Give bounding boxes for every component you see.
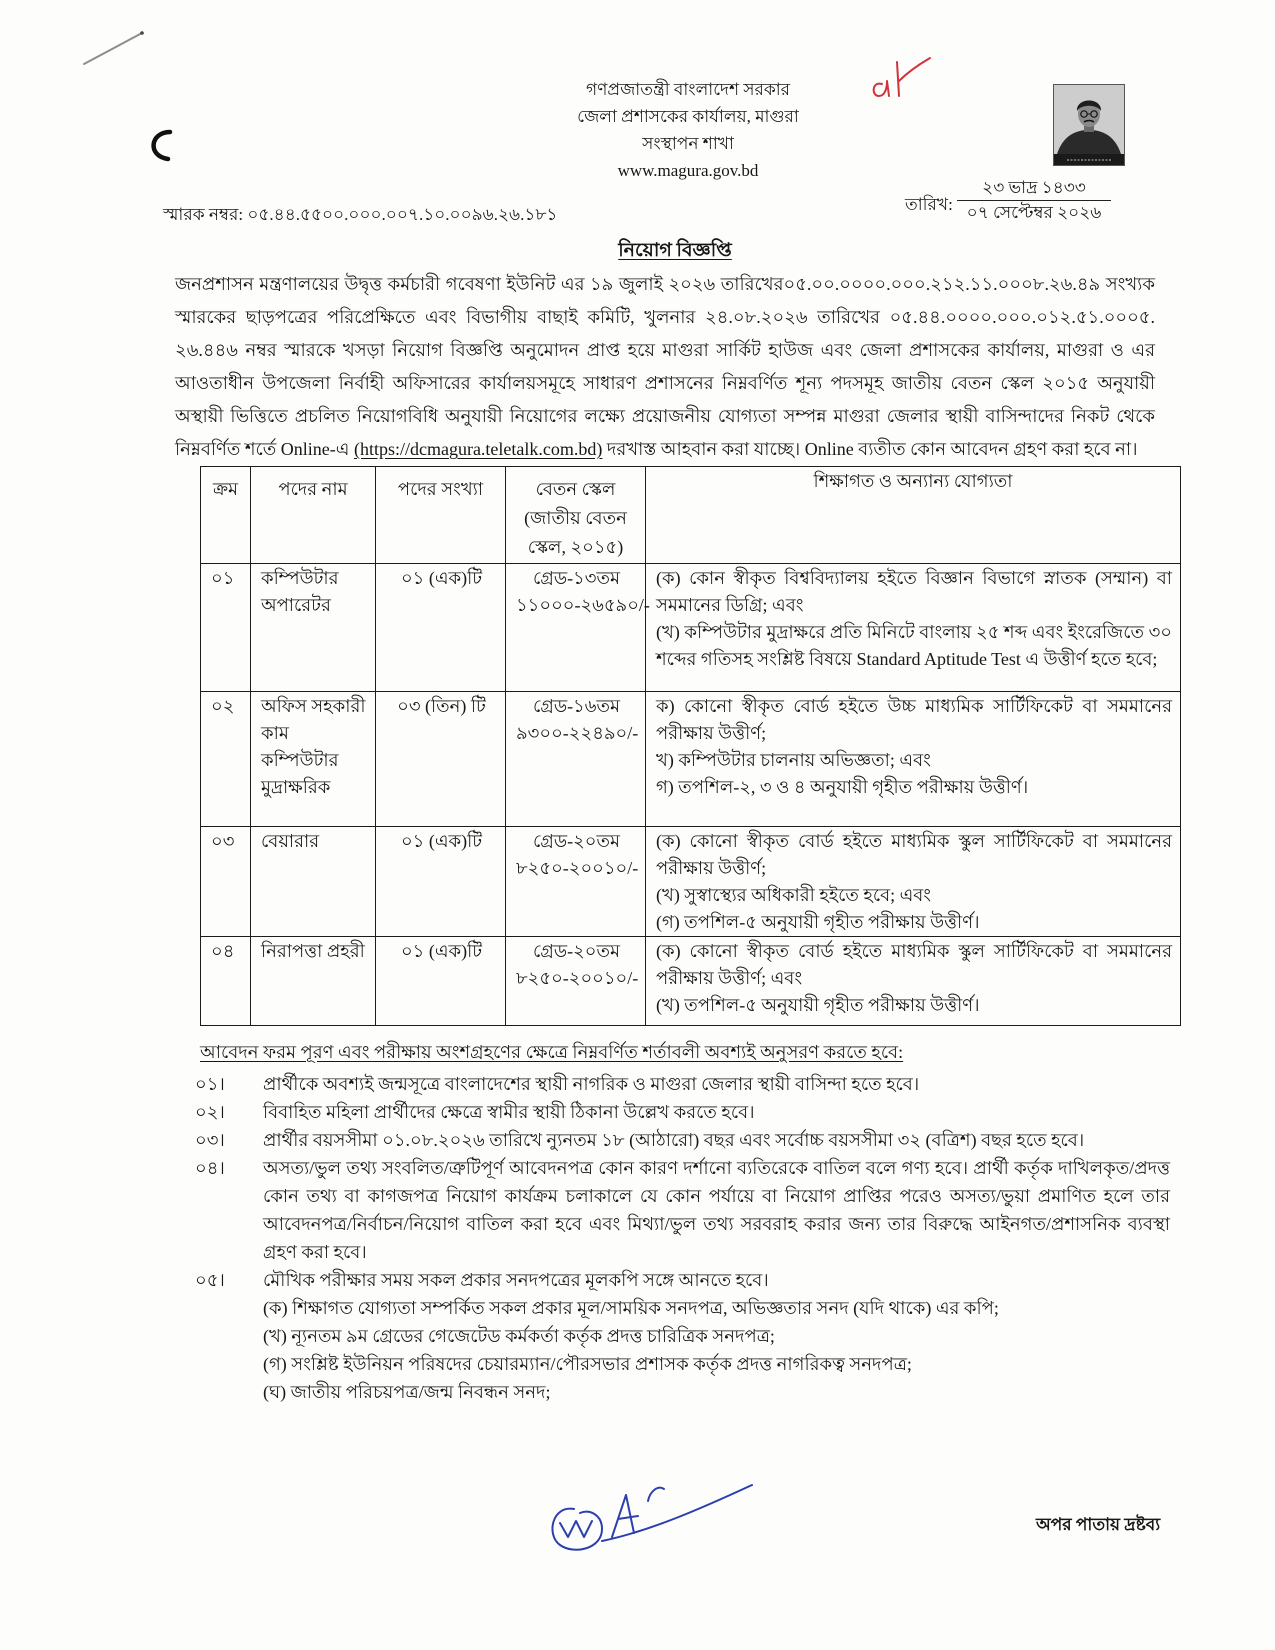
intro-text: জনপ্রশাসন মন্ত্রণালয়ের উদ্বৃত্ত কর্মচারী গবেষণা ইউনিট এর ১৯ জুলাই ২০২৬ তারিখের০৫.০০.০০০০.০০০.২১২.১১.০০০৮.২৬.৪৯ সংখ্যক স্মারকের ছাড়পত্রের পরিপ্রেক্ষিতে এবং বিভাগীয় বাছাই কমিটি, খুলনার ২৪.০৮.২০২৬ তারিখের ০৫.৪৪.০০০০.০০০.০১২.৫১.০০০৫. ২৬.৪৪৬ নম্বর স্মারকে খসড়া নিয়োগ বিজ্ঞপ্তি অনুমোদন প্রাপ্ত হয়ে মাগুরা সার্কিট হাউজ এবং জেলা প্রশাসকের কার্যালয়, মাগুরা ও এর আওতাধীন উপজেলা নির্বাহী অফিসারের কার্যালয়সমূহে সাধারণ প্রশাসনের নিম্নবর্ণিত শূন্য পদসমূহ জাতীয় বেতন স্কেল ২০১৫ অনুযায়ী অস্থায়ী ভিত্তিতে প্রচলিত নিয়োগবিধি অনুযায়ী নিয়োগের লক্ষ্যে প্রয়োজনীয় যোগ্যতা সম্পন্ন মাগুরা জেলার স্থায়ী বাসিন্দাদের নিকট থেকে নিম্নবর্ণিত শর্তে Online-এ (175, 274, 1155, 459)
document-requirement: (গ) সংশ্লিষ্ট ইউনিয়ন পরিষদের চেয়ারম্যান/পৌরসভার প্রশাসক কর্তৃক প্রদত্ত নাগরিকত্ব সনদপত্র; (263, 1354, 912, 1374)
qualification-cell (646, 564, 1181, 692)
scale-range-text: ৯৩০০-২২৪৯০/- (516, 723, 639, 743)
condition-text: মৌখিক পরীক্ষার সময় সকল প্রকার সনদপত্রের মূলকপি সঙ্গে আনতে হবে। (263, 1270, 769, 1290)
qualification-cell (646, 692, 1181, 827)
qualification-cell (646, 827, 1181, 937)
table-row (201, 827, 1181, 937)
table-row (201, 937, 1181, 1026)
condition-number: ০১। (195, 1074, 225, 1094)
condition-item (195, 1266, 1170, 1406)
letterhead (518, 76, 858, 184)
condition-text: প্রার্থীর বয়সসীমা ০১.০৮.২০২৬ তারিখে ন্যুনতম ১৮ (আঠারো) বছর এবং সর্বোচ্চ বয়সসীমা ৩২ (বত্রিশ) বছর হতে হবে। (263, 1130, 1085, 1150)
qualification-clause: ক) কোনো স্বীকৃত বোর্ড হইতে উচ্চ মাধ্যমিক সার্টিফিকেট বা সমমানের পরীক্ষায় উত্তীর্ণ; (656, 696, 1172, 743)
notice-title-text: নিয়োগ বিজ্ঞপ্তি (618, 240, 732, 261)
post-count-cell: ০৩ (তিন) টি (376, 692, 506, 827)
punch-hole-mark (154, 132, 170, 159)
post-count-cell: ০১ (এক)টি (376, 937, 506, 1026)
grade-text: গ্রেড-১৬তম (533, 696, 620, 716)
header-qualification: শিক্ষাগত ও অন্যান্য যোগ্যতা (646, 467, 1181, 564)
conditions-list (195, 1070, 1170, 1406)
qualification-cell (646, 937, 1181, 1026)
condition-text: বিবাহিত মহিলা প্রার্থীদের ক্ষেত্রে স্বামীর স্থায়ী ঠিকানা উল্লেখ করতে হবে। (263, 1102, 755, 1122)
conditions-heading (200, 1038, 1180, 1066)
qualification-clause: খ) কম্পিউটার চালনায় অভিজ্ঞতা; এবং (656, 750, 931, 770)
conditions-heading-text: আবেদন ফরম পূরণ এবং পরীক্ষায় অংশগ্রহণের ক্ষেত্রে নিম্নবর্ণিত শর্তাবলী অবশ্যই অনুসরণ করতে হবে: (200, 1042, 904, 1062)
serial-cell: ০৪ (201, 937, 251, 1026)
vacancy-table (200, 466, 1181, 1026)
condition-item (195, 1070, 1170, 1098)
qualification-clause: (গ) তপশিল-৫ অনুযায়ী গৃহীত পরীক্ষায় উত্তীর্ণ। (656, 912, 980, 932)
qualification-clause: (খ) তপশিল-৫ অনুযায়ী গৃহীত পরীক্ষায় উত্তীর্ণ। (656, 995, 980, 1015)
document-requirement: (ঘ) জাতীয় পরিচয়পত্র/জন্ম নিবন্ধন সনদ; (263, 1382, 551, 1402)
date-label: তারিখ: (905, 195, 953, 214)
post-name-cell: অফিস সহকারী কাম কম্পিউটার মুদ্রাক্ষরিক (251, 692, 376, 827)
condition-number: ০৫। (195, 1270, 225, 1290)
pay-scale-cell (506, 827, 646, 937)
date-bangla: ২৩ ভাদ্র ১৪৩৩ (957, 176, 1111, 201)
notice-body (170, 238, 1180, 1406)
qualification-clause: (ক) কোনো স্বীকৃত বোর্ড হইতে মাধ্যমিক স্কুল সার্টিফিকেট বা সমমানের পরীক্ষায় উত্তীর্ণ; (656, 831, 1172, 878)
condition-item (195, 1098, 1170, 1126)
intro-paragraph (175, 268, 1155, 466)
header-serial: ক্রম (201, 467, 251, 564)
pay-scale-cell (506, 692, 646, 827)
header-post-name: পদের নাম (251, 467, 376, 564)
government-name: গণপ্রজাতন্ত্রী বাংলাদেশ সরকার (585, 80, 791, 99)
notice-title (170, 238, 1180, 264)
document-requirement: (ক) শিক্ষাগত যোগ্যতা সম্পর্কিত সকল প্রকার মূল/সাময়িক সনদপত্র, অভিজ্ঞতার সনদ (যদি থাকে) এর কপি; (263, 1298, 999, 1318)
post-count-cell: ০১ (এক)টি (376, 564, 506, 692)
header-pay-scale: বেতন স্কেল (জাতীয় বেতন স্কেল, ২০১৫) (506, 467, 646, 564)
condition-text: প্রার্থীকে অবশ্যই জন্মসূত্রে বাংলাদেশের স্থায়ী নাগরিক ও মাগুরা জেলার স্থায়ী বাসিন্দা হতে হবে। (263, 1074, 920, 1094)
scale-range-text: ৮২৫০-২০০১০/- (516, 968, 639, 988)
qualification-clause: (ক) কোনো স্বীকৃত বোর্ড হইতে মাধ্যমিক স্কুল সার্টিফিকেট বা সমমানের পরীক্ষায় উত্তীর্ণ; এবং (656, 941, 1172, 988)
table-header-row (201, 467, 1181, 564)
date-block (905, 176, 1125, 232)
document-requirement: (খ) ন্যূনতম ৯ম গ্রেডের গেজেটেড কর্মকর্তা কর্তৃক প্রদত্ত চারিত্রিক সনদপত্র; (263, 1326, 775, 1346)
condition-number: ০৩। (195, 1130, 225, 1150)
portrait-photo (1053, 84, 1125, 166)
table-row (201, 564, 1181, 692)
condition-text-group (263, 1266, 1170, 1406)
continued-note: অপর পাতায় দ্রষ্টব্য (1036, 1515, 1161, 1534)
pay-scale-cell (506, 564, 650, 692)
memo-label: স্মারক নম্বর: (163, 205, 244, 224)
office-name: জেলা প্রশাসকের কার্যালয়, মাগুরা (577, 107, 799, 126)
date-gregorian: ০৭ সেপ্টেম্বর ২০২৬ (966, 203, 1102, 222)
table-row (201, 692, 1181, 827)
memo-number-line (163, 202, 557, 228)
handwritten-signature (540, 1465, 760, 1555)
qualification-clause: (ক) কোন স্বীকৃত বিশ্ববিদ্যালয় হইতে বিজ্ঞান বিভাগে স্নাতক (সম্মান) বা সমমানের ডিগ্রি; এবং (656, 568, 1172, 615)
serial-cell: ০১ (201, 564, 251, 692)
handwritten-mark (866, 50, 938, 104)
scale-range-text: ৮২৫০-২০০১০/- (516, 858, 639, 878)
condition-text: অসত্য/ভুল তথ্য সংবলিত/ত্রুটিপূর্ণ আবেদনপত্র কোন কারণ দর্শানো ব্যতিরেকে বাতিল বলে গণ্য হবে। প্রার্থী কর্তৃক দাখিলকৃত/প্রদত্ত কোন তথ্য বা কাগজপত্র নিয়োগ কার্যক্রম চলাকালে যে কোন পর্যায়ে বা নিয়োগ প্রাপ্তির পরেও অসত্য/ভুয়া প্রমাণিত হলে তার আবেদনপত্র/নির্বাচন/নিয়োগ বাতিল করা হবে এবং মিথ্যা/ভুল তথ্য সরবরাহ করার জন্য তার বিরুদ্ধে আইনগত/প্রশাসনিক ব্যবস্থা গ্রহণ করা হবে। (263, 1158, 1170, 1262)
pencil-mark (84, 33, 142, 64)
qualification-clause: (খ) সুস্বাস্থ্যের অধিকারী হইতে হবে; এবং (656, 885, 932, 905)
post-name-cell: নিরাপত্তা প্রহরী (251, 937, 376, 1026)
condition-number: ০২। (195, 1102, 225, 1122)
application-url: (https://dcmagura.teletalk.com.bd) (353, 439, 603, 459)
pay-scale-cell (506, 937, 646, 1026)
condition-item (195, 1154, 1170, 1266)
condition-number: ০৪। (195, 1158, 225, 1178)
scale-range-text: ১১০০০-২৬৫৯০/- (516, 595, 650, 615)
qualification-clause: গ) তপশিল-২, ৩ ও ৪ অনুযায়ী গৃহীত পরীক্ষায় উত্তীর্ণ। (656, 777, 1029, 797)
scan-artifacts (0, 0, 260, 200)
condition-item (195, 1126, 1170, 1154)
qualification-clause: (খ) কম্পিউটার মুদ্রাক্ষরে প্রতি মিনিটে বাংলায় ২৫ শব্দ এবং ইংরেজিতে ৩০ শব্দের গতিসহ সংশ্লিষ্ট বিষয়ে Standard Aptitude Test এ উত্তীর্ণ হতে হবে; (656, 622, 1172, 669)
website-text: www.magura.gov.bd (617, 161, 759, 180)
serial-cell: ০৩ (201, 827, 251, 937)
grade-text: গ্রেড-১৩তম (533, 568, 620, 588)
intro-text-end: দরখাস্ত আহবান করা যাচ্ছে। Online ব্যতীত কোন আবেদন গ্রহণ করা হবে না। (602, 439, 1138, 459)
post-count-cell: ০১ (এক)টি (376, 827, 506, 937)
date-values (957, 176, 1111, 225)
post-name-cell: কম্পিউটার অপারেটর (251, 564, 376, 692)
section-name: সংস্থাপন শাখা (642, 134, 734, 153)
header-post-count: পদের সংখ্যা (376, 467, 506, 564)
memo-number: ০৫.৪৪.৫৫০০.০০০.০০৭.১০.০০৯৬.২৬.১৮১ (247, 205, 558, 224)
post-name-cell: বেয়ারার (251, 827, 376, 937)
grade-text: গ্রেড-২০তম (533, 941, 620, 961)
grade-text: গ্রেড-২০তম (533, 831, 620, 851)
serial-cell: ০২ (201, 692, 251, 827)
